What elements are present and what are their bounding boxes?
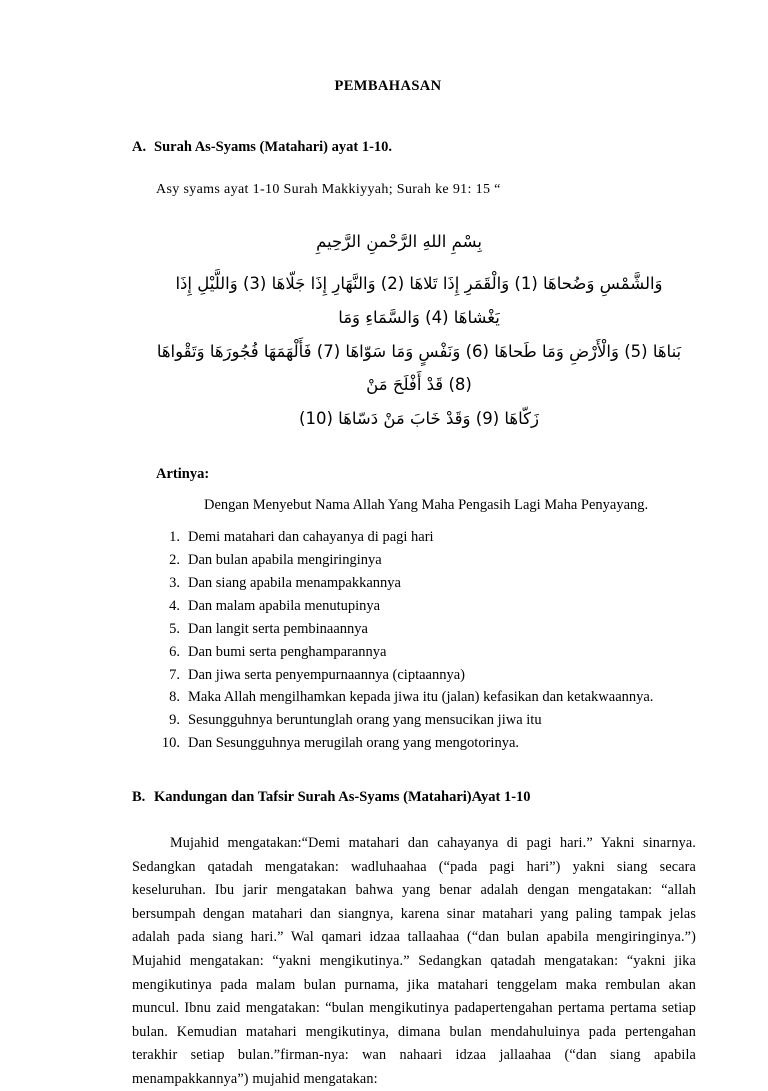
surah-info-note: Asy syams ayat 1-10 Surah Makkiyyah; Surah ke 91: 15 “: [156, 182, 501, 197]
arabic-line-2: بَناهَا (5) وَالْأَرْضِ وَمَا طَحاهَا (6) وَنَفْسٍ وَمَا سَوّاهَا (7) فَأَلْهَمَهَا فُجُورَهَا وَتَقْواهَا (8) قَدْ أَفْلَحَ مَنْ: [156, 341, 682, 395]
section-a: [132, 139, 696, 755]
list-item-text: Dan jiwa serta penyempurnaannya (ciptaannya): [188, 666, 465, 683]
list-item-text: Dan siang apabila menampakkannya: [188, 574, 401, 591]
arabic-line-3: زَكّاهَا (9) وَقَدْ خَابَ مَنْ دَسّاهَا (10): [299, 409, 539, 429]
list-item: [154, 732, 696, 755]
list-item-number: 5.: [169, 620, 180, 637]
list-item-number: 10.: [161, 735, 180, 752]
list-item: [154, 526, 696, 549]
tafsir-paragraph: [132, 832, 696, 1091]
list-item-text: Demi matahari dan cahayanya di pagi hari: [188, 529, 434, 546]
section-a-letter: A.: [132, 139, 147, 155]
list-item: [154, 709, 696, 732]
list-item-number: 6.: [169, 643, 180, 660]
list-item: [154, 641, 696, 664]
section-a-title: Surah As-Syams (Matahari) ayat 1-10.: [154, 139, 393, 155]
list-item: [154, 686, 696, 709]
section-a-heading: [132, 139, 696, 156]
list-item: [154, 595, 696, 618]
list-item: [154, 664, 696, 687]
list-item-text: Dan bulan apabila mengiringinya: [188, 551, 382, 568]
list-item: [154, 618, 696, 641]
list-item-number: 1.: [169, 529, 180, 546]
list-item-text: Dan Sesungguhnya merugilah orang yang mengotorinya.: [188, 735, 520, 752]
arabic-verses: [150, 267, 688, 436]
artinya-label: Artinya:: [156, 466, 210, 483]
arabic-line-1: وَالشَّمْسِ وَضُحاهَا (1) وَالْقَمَرِ إِذَا تَلاهَا (2) وَالنَّهَارِ إِذَا جَلّاهَا (3) وَاللَّيْلِ إِذَا يَغْشاهَا (4) وَالسَّمَاءِ وَمَا: [175, 274, 663, 327]
page-title: PEMBAHASAN: [334, 78, 442, 94]
list-item-number: 8.: [169, 689, 180, 706]
section-b-title: Kandungan dan Tafsir Surah As-Syams (Matahari)Ayat 1-10: [154, 789, 531, 806]
list-item-text: Sesungguhnya beruntunglah orang yang mensucikan jiwa itu: [188, 712, 542, 729]
tafsir-paragraph-text: Mujahid mengatakan:“Demi matahari dan cahayanya di pagi hari.” Yakni sinarnya. Sedangkan qatadah mengatakan: wadluhaahaa (“pada pagi hari”) yakni siang secara keseluruhan. Ibu jarir mengatakan bahwa yang benar adalah dengan mengatakan: “allah bersumpah dengan matahari dan siangnya, karena sinar matahari yang paling tampak jelas adalah pada siang hari.” Wal qamari idzaa tallaahaa (“dan bulan apabila mengiringinya.”) Mujahid mengatakan: “yakni mengikutinya.” Sedangkan qatadah mengatakan: “yakni jika mengikutinya pada malam bulan purnama, jika matahari tenggelam maka rembulan akan muncul. Ibnu zaid mengatakan: “bulan mengikutinya padapertengahan pertama pertama setiap bulan. Kemudian matahari mengikutinya, dimana bulan mendahuluinya pada pertengahan terakhir setiap bulan.”firman-nya: wan nahaari idzaa jallaahaa (“dan siang apabila menampakkannya”) mujahid mengatakan:: [132, 835, 696, 1087]
list-item-text: Dan langit serta pembinaannya: [188, 620, 368, 637]
list-item-text: Maka Allah mengilhamkan kepada jiwa itu (jalan) kefasikan dan ketakwaannya.: [188, 689, 654, 706]
section-b-letter: B.: [132, 789, 146, 806]
list-item-number: 7.: [169, 666, 180, 683]
basmalah-arabic: بِسْمِ اللهِ الرَّحْمنِ الرَّحِيمِ: [316, 232, 482, 251]
section-b-heading: [132, 789, 696, 806]
section-b: [132, 789, 696, 1091]
list-item-text: Dan bumi serta penghamparannya: [188, 643, 387, 660]
list-item-text: Dan malam apabila menutupinya: [188, 597, 381, 614]
ayat-translation-list: [132, 526, 696, 755]
bismillah-translation: Dengan Menyebut Nama Allah Yang Maha Pengasih Lagi Maha Penyayang.: [204, 497, 649, 514]
list-item-number: 2.: [169, 551, 180, 568]
list-item: [154, 572, 696, 595]
list-item-number: 9.: [169, 712, 180, 729]
list-item-number: 4.: [169, 597, 180, 614]
list-item: [154, 549, 696, 572]
list-item-number: 3.: [169, 574, 180, 591]
